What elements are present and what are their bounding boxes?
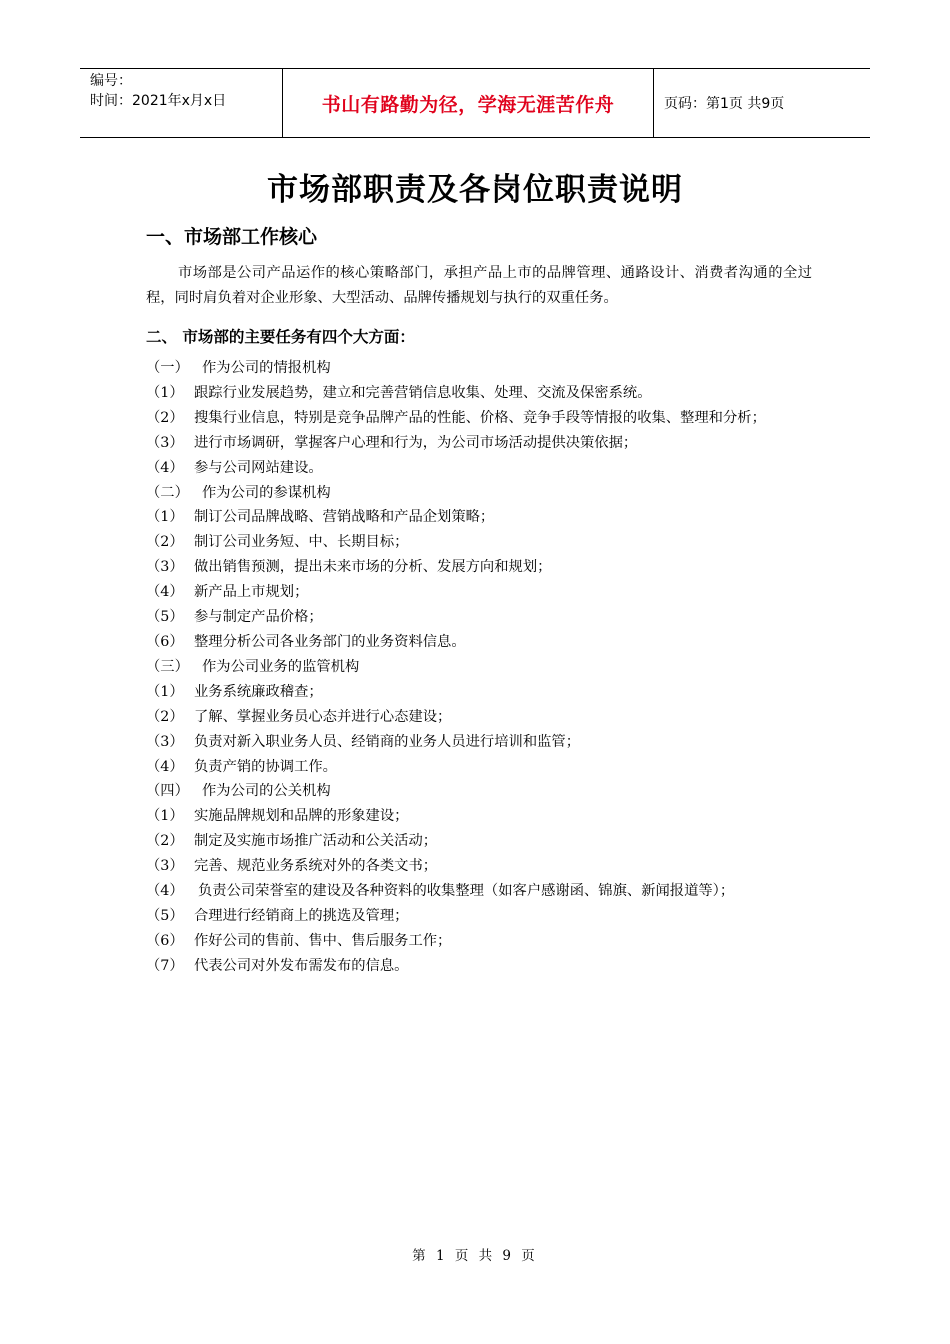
- task-group-number: （四）: [146, 783, 189, 800]
- task-item-number: （3）: [146, 733, 184, 750]
- task-item-number: （7）: [146, 957, 184, 974]
- task-item: [146, 381, 812, 406]
- task-item-text: 参与公司网站建设。: [194, 459, 323, 476]
- task-item: [146, 456, 812, 481]
- task-item-text: 搜集行业信息，特别是竞争品牌产品的性能、价格、竞争手段等情报的收集、整理和分析；: [194, 409, 766, 426]
- task-item-number: （4）: [146, 459, 184, 476]
- task-item-text: 做出销售预测，提出未来市场的分析、发展方向和规划；: [194, 559, 552, 576]
- task-item: [146, 854, 812, 879]
- task-item-number: （1）: [146, 384, 184, 401]
- task-item-text: 合理进行经销商上的挑选及管理；: [194, 907, 409, 924]
- task-item-number: （1）: [146, 808, 184, 825]
- task-group-label: 作为公司的情报机构: [202, 360, 331, 376]
- task-item-number: （2）: [146, 409, 184, 426]
- task-item-text: 了解、掌握业务员心态并进行心态建设；: [194, 708, 452, 725]
- task-group-heading: [146, 481, 812, 506]
- task-item: [146, 530, 812, 555]
- task-item-text: 业务系统廉政稽查；: [194, 683, 323, 700]
- task-group-heading: [146, 356, 812, 381]
- task-item-number: （1）: [146, 683, 184, 700]
- task-item-text: 实施品牌规划和品牌的形象建设；: [194, 808, 409, 825]
- task-item-text: 进行市场调研，掌握客户心理和行为，为公司市场活动提供决策依据；: [194, 434, 638, 451]
- task-item-number: （3）: [146, 559, 184, 576]
- task-item-number: （6）: [146, 932, 184, 949]
- task-item: [146, 705, 812, 730]
- task-item: [146, 605, 812, 630]
- task-item: [146, 680, 812, 705]
- task-item-text: 负责对新入职业务人员、经销商的业务人员进行培训和监管；: [194, 733, 581, 750]
- task-item: [146, 804, 812, 829]
- task-item: [146, 929, 812, 954]
- section-heading-tasks: 二、 市场部的主要任务有四个大方面：: [146, 328, 415, 346]
- task-item: [146, 630, 812, 655]
- task-item-number: （5）: [146, 907, 184, 924]
- document-number-label: 编号：: [90, 73, 132, 89]
- task-item: [146, 431, 812, 456]
- task-item-text: 作好公司的售前、售中、售后服务工作；: [194, 932, 452, 949]
- task-item: [146, 555, 812, 580]
- task-group-heading: [146, 779, 812, 804]
- task-item-number: （4）: [146, 883, 184, 900]
- task-list: [146, 356, 812, 979]
- task-item-number: （3）: [146, 858, 184, 875]
- task-group-label: 作为公司的参谋机构: [202, 484, 331, 501]
- page-footer: 第 1 页 共 9 页: [412, 1248, 538, 1264]
- document-header: [80, 68, 870, 138]
- task-item-text: 负责公司荣誉室的建设及各种资料的收集整理（如客户感谢函、锦旗、新闻报道等）；: [198, 883, 735, 900]
- header-page-info: 页码：第1页 共9页: [664, 96, 785, 112]
- header-motto: 书山有路勤为径，学海无涯苦作舟: [282, 69, 654, 137]
- task-item: [146, 580, 812, 605]
- task-item-text: 跟踪行业发展趋势，建立和完善营销信息收集、处理、交流及保密系统。: [194, 384, 652, 401]
- task-item-text: 制订公司品牌战略、营销战略和产品企划策略；: [194, 509, 495, 526]
- section-paragraph-core: 市场部是公司产品运作的核心策略部门，承担产品上市的品牌管理、通路设计、消费者沟通的全过程，同时肩负着对企业形象、大型活动、品牌传播规划与执行的双重任务。: [146, 265, 812, 306]
- task-group-number: （一）: [146, 360, 189, 376]
- document-title: 市场部职责及各岗位职责说明: [267, 172, 683, 208]
- task-item: [146, 904, 812, 929]
- task-item-number: （6）: [146, 633, 184, 650]
- task-item-number: （4）: [146, 758, 184, 775]
- task-item: [146, 879, 812, 904]
- task-item-number: （2）: [146, 534, 184, 551]
- task-item: [146, 505, 812, 530]
- task-group-label: 作为公司业务的监管机构: [202, 658, 360, 675]
- task-item-text: 参与制定产品价格；: [194, 609, 323, 626]
- task-item: [146, 954, 812, 979]
- task-item-text: 代表公司对外发布需发布的信息。: [194, 957, 409, 974]
- task-item: [146, 406, 812, 431]
- task-group-heading: [146, 655, 812, 680]
- document-time-label: 时间：2021年x月x日: [90, 93, 227, 109]
- task-group-number: （三）: [146, 658, 189, 675]
- header-meta: [80, 69, 282, 137]
- task-group-label: 作为公司的公关机构: [202, 783, 331, 800]
- task-item: [146, 829, 812, 854]
- task-item-text: 负责产销的协调工作。: [194, 758, 337, 775]
- task-item-number: （2）: [146, 708, 184, 725]
- task-item-number: （1）: [146, 509, 184, 526]
- task-item-text: 整理分析公司各业务部门的业务资料信息。: [194, 633, 466, 650]
- task-group-number: （二）: [146, 484, 189, 501]
- task-item-text: 完善、规范业务系统对外的各类文书；: [194, 858, 438, 875]
- section-heading-core: 一、市场部工作核心: [146, 226, 318, 248]
- task-item-text: 制订公司业务短、中、长期目标；: [194, 534, 409, 551]
- task-item-text: 制定及实施市场推广活动和公关活动；: [194, 833, 438, 850]
- task-item: [146, 730, 812, 755]
- task-item-text: 新产品上市规划；: [194, 584, 309, 601]
- task-item: [146, 755, 812, 780]
- task-item-number: （3）: [146, 434, 184, 451]
- task-item-number: （5）: [146, 609, 184, 626]
- task-item-number: （2）: [146, 833, 184, 850]
- task-item-number: （4）: [146, 584, 184, 601]
